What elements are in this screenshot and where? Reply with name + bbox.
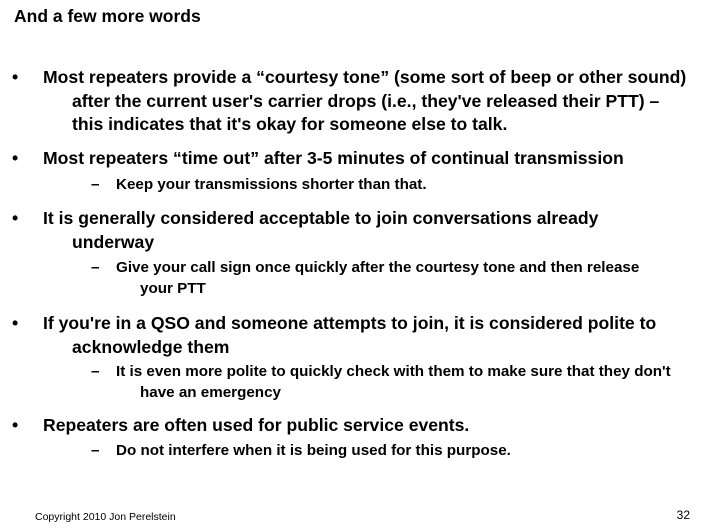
sub-bullet-item bbox=[91, 441, 686, 462]
sub-bullet-item bbox=[91, 362, 701, 403]
sub-bullet-marker: – bbox=[91, 259, 100, 276]
sub-bullet-text: Do not interfere when it is being used for this purpose. bbox=[116, 442, 511, 459]
bullet-marker: • bbox=[12, 148, 19, 168]
bullet-text: Most repeaters provide a “courtesy tone” (some sort of beep or other sound) after the current user's carrier drops (i.e., they've released their PTT) – this indicates that it's okay for someone else to talk. bbox=[43, 67, 687, 134]
bullet-marker: • bbox=[12, 208, 19, 228]
sub-bullet-marker: – bbox=[91, 363, 100, 380]
sub-bullet-text: Give your call sign once quickly after the courtesy tone and then release your PTT bbox=[116, 259, 640, 297]
bullet-marker: • bbox=[12, 415, 19, 435]
bullet-item bbox=[12, 312, 683, 359]
bullet-marker: • bbox=[12, 313, 19, 333]
copyright-text: Copyright 2010 Jon Perelstein bbox=[35, 511, 176, 523]
bullet-text: Most repeaters “time out” after 3-5 minutes of continual transmission bbox=[43, 148, 624, 168]
sub-bullet-item bbox=[91, 175, 676, 196]
page-number: 32 bbox=[676, 508, 690, 522]
sub-bullet-marker: – bbox=[91, 176, 100, 193]
bullet-text: It is generally considered acceptable to join conversations already underway bbox=[43, 208, 599, 252]
bullet-item bbox=[12, 66, 693, 137]
sub-bullet-item bbox=[91, 258, 656, 299]
bullet-item bbox=[12, 147, 693, 171]
sub-bullet-text: It is even more polite to quickly check with them to make sure that they don't have an emergency bbox=[116, 363, 671, 401]
bullet-item bbox=[12, 207, 663, 254]
slide-title: And a few more words bbox=[14, 6, 201, 26]
bullet-text: Repeaters are often used for public service events. bbox=[43, 415, 470, 435]
bullet-item bbox=[12, 414, 693, 438]
sub-bullet-marker: – bbox=[91, 442, 100, 459]
bullet-marker: • bbox=[12, 67, 19, 87]
sub-bullet-text: Keep your transmissions shorter than that. bbox=[116, 176, 427, 193]
bullet-text: If you're in a QSO and someone attempts to join, it is considered polite to acknowledge them bbox=[43, 313, 657, 357]
